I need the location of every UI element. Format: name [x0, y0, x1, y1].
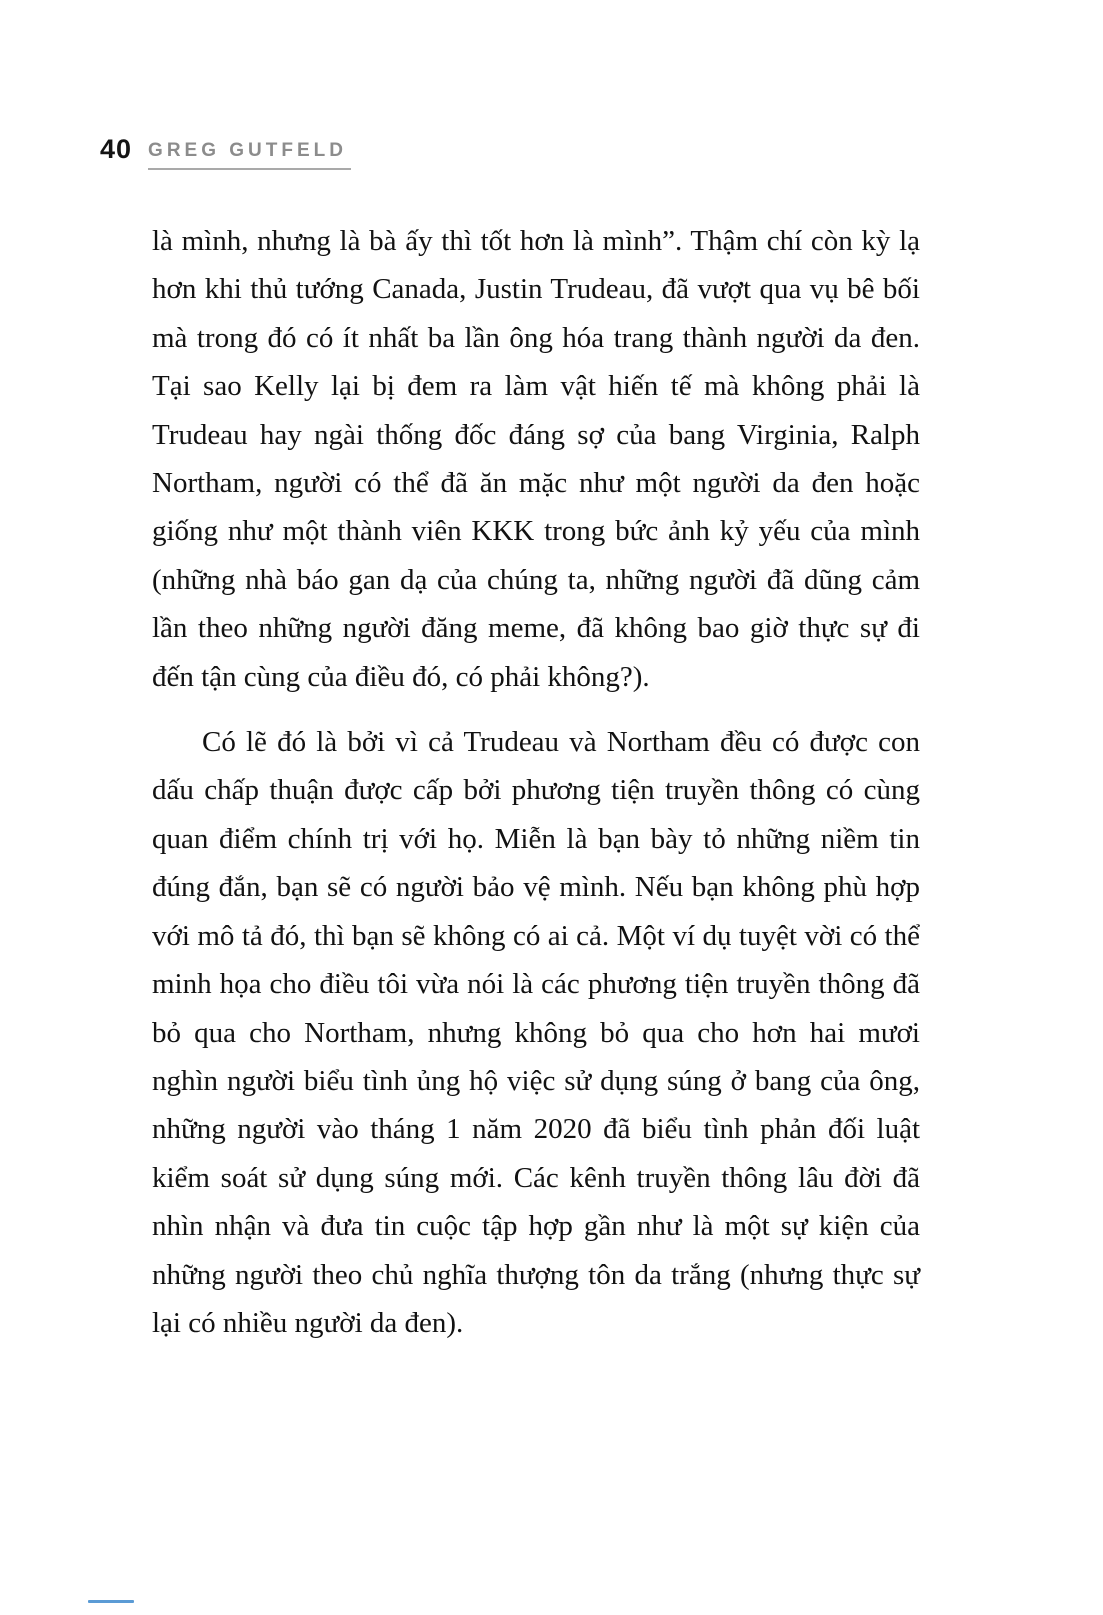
- page-header: [100, 136, 351, 170]
- body-paragraph: là mình, nhưng là bà ấy thì tốt hơn là mình”. Thậm chí còn kỳ lạ hơn khi thủ tướng Canada, Justin Trudeau, đã vượt qua vụ bê bối mà trong đó có ít nhất ba lần ông hóa trang thành người da đen. Tại sao Kelly lại bị đem ra làm vật hiến tế mà không phải là Trudeau hay ngài thống đốc đáng sợ của bang Virginia, Ralph Northam, người có thể đã ăn mặc như một người da đen hoặc giống như một thành viên KKK trong bức ảnh kỷ yếu của mình (những nhà báo gan dạ của chúng ta, những người đã dũng cảm lần theo những người đăng meme, đã không bao giờ thực sự đi đến tận cùng của điều đó, có phải không?).: [152, 225, 920, 693]
- page-number: 40: [100, 134, 133, 164]
- body-paragraph: Có lẽ đó là bởi vì cả Trudeau và Northam đều có được con dấu chấp thuận được cấp bởi phương tiện truyền thông có cùng quan điểm chính trị với họ. Miễn là bạn bày tỏ những niềm tin đúng đắn, bạn sẽ có người bảo vệ mình. Nếu bạn không phù hợp với mô tả đó, thì bạn sẽ không có ai cả. Một ví dụ tuyệt vời có thể minh họa cho điều tôi vừa nói là các phương tiện truyền thông đã bỏ qua cho Northam, nhưng không bỏ qua cho hơn hai mươi nghìn người biểu tình ủng hộ việc sử dụng súng ở bang của ông, những người vào tháng 1 năm 2020 đã biểu tình phản đối luật kiểm soát sử dụng súng mới. Các kênh truyền thông lâu đời đã nhìn nhận và đưa tin cuộc tập hợp gần như là một sự kiện của những người theo chủ nghĩa thượng tôn da trắng (nhưng thực sự lại có nhiều người da đen).: [152, 726, 920, 1339]
- body-text-block: [152, 217, 920, 1347]
- running-head: GREG GUTFELD: [148, 141, 351, 170]
- bottom-left-blue-mark: [88, 1600, 134, 1603]
